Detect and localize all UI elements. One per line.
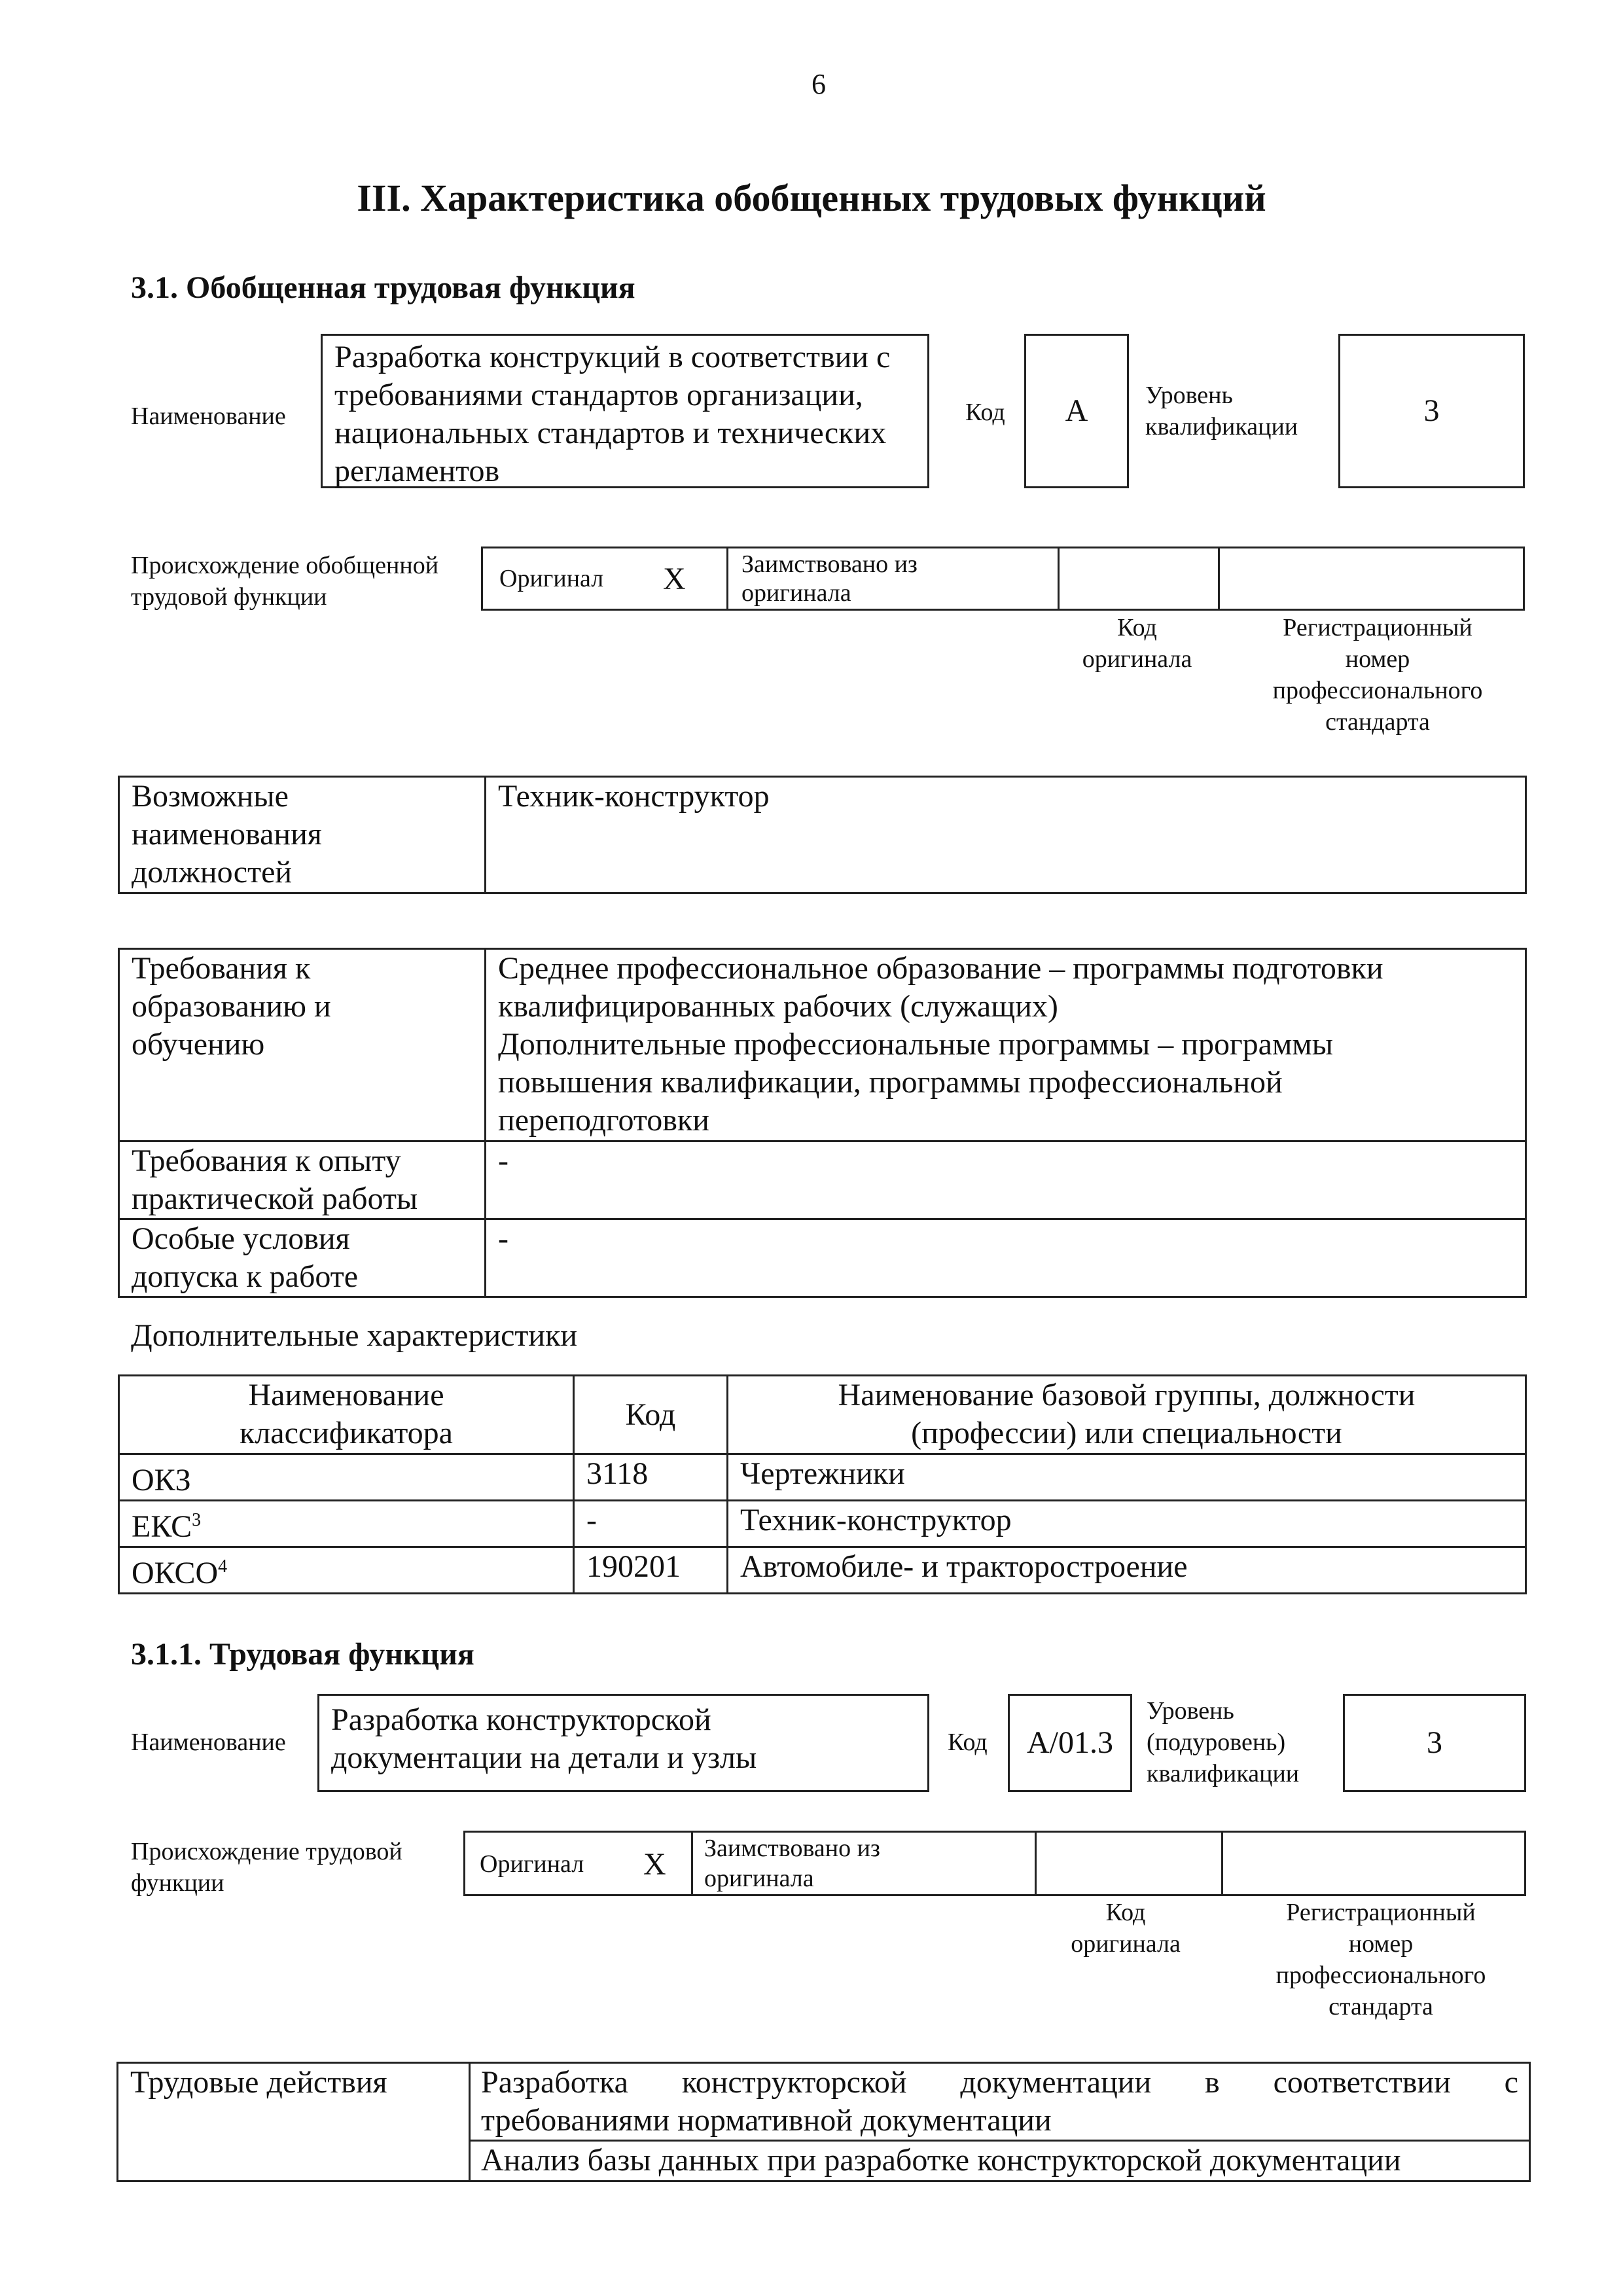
extra-header-classifier xyxy=(119,1376,574,1454)
gtf-original-label: Оригинал xyxy=(499,565,604,592)
gtf-code-orig-1: Код xyxy=(1117,614,1157,641)
extra-name-text: ЕКС xyxy=(132,1509,192,1544)
tf-name-box xyxy=(317,1694,929,1792)
positions-label-line: должностей xyxy=(132,855,293,889)
gtf-level-label-2: квалификации xyxy=(1145,413,1298,440)
actions-table xyxy=(116,2062,1531,2182)
positions-label-line: наименования xyxy=(132,817,322,852)
extra-header-code: Код xyxy=(574,1376,728,1454)
gtf-reg-2: номер xyxy=(1345,645,1410,673)
extra-header-desc xyxy=(728,1376,1526,1454)
gtf-origin-label-1: Происхождение обобщенной xyxy=(131,552,439,579)
req-edu-line: переподготовки xyxy=(498,1103,709,1138)
requirements-table xyxy=(118,948,1527,1298)
req-edu-label-line: образованию и xyxy=(132,989,331,1024)
tf-origin-divider xyxy=(1035,1833,1037,1894)
gtf-borrowed-2: оригинала xyxy=(741,579,851,607)
tf-code-orig-1: Код xyxy=(1105,1899,1146,1926)
table-row xyxy=(119,1454,1526,1501)
footnote-mark: 3 xyxy=(192,1510,202,1530)
special-value: - xyxy=(486,1219,1526,1297)
tf-code-value: A/01.3 xyxy=(1008,1694,1132,1792)
req-exp-label-line: Требования к опыту xyxy=(132,1143,401,1178)
gtf-heading: 3.1. Обобщенная трудовая функция xyxy=(131,270,635,305)
positions-table xyxy=(118,776,1527,894)
tf-reg-4: стандарта xyxy=(1329,1993,1433,2020)
tf-reg-1: Регистрационный xyxy=(1286,1899,1476,1926)
special-label-line: допуска к работе xyxy=(132,1259,359,1294)
req-edu-label xyxy=(119,949,486,1141)
req-edu-line: Дополнительные профессиональные программы – программы xyxy=(498,1027,1333,1062)
actions-label: Трудовые действия xyxy=(118,2063,470,2181)
actions-item-2: Анализ базы данных при разработке конструкторской документации xyxy=(470,2141,1530,2181)
positions-label xyxy=(119,777,486,893)
page-number: 6 xyxy=(812,68,826,100)
extra-name-text: ОКСО xyxy=(132,1556,219,1590)
extra-header-line: Наименование xyxy=(248,1378,444,1412)
tf-origin-divider xyxy=(691,1833,693,1894)
gtf-origin-divider xyxy=(1218,548,1220,609)
tf-origin-divider xyxy=(1221,1833,1223,1894)
table-row xyxy=(119,777,1526,893)
tf-code-orig-2: оригинала xyxy=(1071,1930,1181,1958)
req-edu-value xyxy=(486,949,1526,1141)
req-exp-value: - xyxy=(486,1141,1526,1219)
tf-name-label: Наименование xyxy=(131,1729,286,1756)
req-exp-label xyxy=(119,1141,486,1219)
tf-borrowed-2: оригинала xyxy=(704,1865,814,1892)
table-row xyxy=(118,2063,1530,2141)
extra-cell-code: - xyxy=(574,1501,728,1547)
tf-heading: 3.1.1. Трудовая функция xyxy=(131,1637,474,1672)
tf-name-line: Разработка конструкторской xyxy=(331,1702,711,1737)
word: Разработка xyxy=(481,2065,628,2100)
req-edu-line: Среднее профессиональное образование – программы подготовки xyxy=(498,951,1383,986)
gtf-name-line: требованиями стандартов организации, xyxy=(334,378,863,412)
tf-original-label: Оригинал xyxy=(480,1850,584,1878)
tf-original-mark: X xyxy=(643,1847,666,1882)
tf-level-label-1: Уровень xyxy=(1147,1697,1234,1725)
extra-header-line: классификатора xyxy=(240,1416,453,1450)
extra-cell-desc: Чертежники xyxy=(728,1454,1526,1501)
tf-borrowed-1: Заимствовано из xyxy=(704,1835,880,1862)
gtf-name-line: Разработка конструкций в соответствии с xyxy=(334,340,891,374)
footnote-mark: 4 xyxy=(218,1556,228,1577)
extra-cell-desc: Автомобиле- и тракторостроение xyxy=(728,1547,1526,1594)
special-label xyxy=(119,1219,486,1297)
req-exp-label-line: практической работы xyxy=(132,1181,418,1216)
gtf-reg-3: профессионального xyxy=(1272,677,1483,704)
gtf-original-mark: X xyxy=(663,562,686,596)
table-row xyxy=(119,1219,1526,1297)
positions-value: Техник-конструктор xyxy=(486,777,1526,893)
tf-origin-label-2: функции xyxy=(131,1869,224,1897)
extra-header-line: (профессии) или специальности xyxy=(911,1416,1342,1450)
tf-level-label-3: квалификации xyxy=(1147,1760,1300,1787)
gtf-origin-label-2: трудовой функции xyxy=(131,583,327,611)
extra-cell-name xyxy=(119,1501,574,1547)
positions-label-line: Возможные xyxy=(132,779,289,814)
tf-level-value: 3 xyxy=(1343,1694,1526,1792)
gtf-code-value: А xyxy=(1024,334,1129,488)
word: конструкторской xyxy=(681,2065,907,2100)
table-row xyxy=(119,1376,1526,1454)
word: документации xyxy=(960,2065,1152,2100)
gtf-reg-1: Регистрационный xyxy=(1283,614,1472,641)
gtf-code-label: Код xyxy=(965,399,1005,426)
extra-cell-code: 190201 xyxy=(574,1547,728,1594)
extra-name-text: ОКЗ xyxy=(132,1463,191,1498)
gtf-origin-box xyxy=(481,547,1525,611)
word: в xyxy=(1205,2065,1220,2100)
extra-cell-name xyxy=(119,1454,574,1501)
req-edu-label-line: Требования к xyxy=(132,951,311,986)
tf-code-label: Код xyxy=(948,1729,988,1756)
gtf-reg-4: стандарта xyxy=(1325,708,1430,736)
gtf-level-label-1: Уровень xyxy=(1145,382,1233,409)
req-edu-label-line: обучению xyxy=(132,1027,265,1062)
gtf-name-line: национальных стандартов и технических xyxy=(334,416,887,450)
word: соответствии xyxy=(1273,2065,1451,2100)
gtf-name-line: регламентов xyxy=(334,454,500,488)
table-row xyxy=(119,1141,1526,1219)
table-row xyxy=(119,1547,1526,1594)
actions-item-1-line: требованиями нормативной документации xyxy=(481,2103,1052,2138)
gtf-code-orig-2: оригинала xyxy=(1082,645,1192,673)
actions-item-1 xyxy=(470,2063,1530,2141)
extra-table xyxy=(118,1374,1527,1594)
gtf-name-box xyxy=(321,334,929,488)
table-row xyxy=(119,1501,1526,1547)
special-label-line: Особые условия xyxy=(132,1221,350,1256)
extra-cell-name xyxy=(119,1547,574,1594)
word: с xyxy=(1504,2065,1518,2100)
gtf-level-value: 3 xyxy=(1338,334,1525,488)
gtf-origin-divider xyxy=(1058,548,1060,609)
gtf-name-label: Наименование xyxy=(131,403,286,430)
gtf-origin-divider xyxy=(726,548,728,609)
section-title: III. Характеристика обобщенных трудовых функций xyxy=(357,177,1266,219)
tf-origin-label-1: Происхождение трудовой xyxy=(131,1838,402,1865)
tf-origin-box xyxy=(463,1831,1526,1896)
actions-item-1-line xyxy=(481,2064,1518,2102)
extra-cell-code: 3118 xyxy=(574,1454,728,1501)
table-row xyxy=(119,949,1526,1141)
extra-cell-desc: Техник-конструктор xyxy=(728,1501,1526,1547)
req-edu-line: квалифицированных рабочих (служащих) xyxy=(498,989,1058,1024)
tf-level-label-2: (подуровень) xyxy=(1147,1729,1286,1756)
tf-name-line: документации на детали и узлы xyxy=(331,1740,757,1775)
gtf-borrowed-1: Заимствовано из xyxy=(741,550,918,578)
tf-reg-2: номер xyxy=(1348,1930,1414,1958)
req-edu-line: повышения квалификации, программы профессиональной xyxy=(498,1065,1283,1100)
extra-header-line: Наименование базовой группы, должности xyxy=(838,1378,1416,1412)
tf-reg-3: профессионального xyxy=(1275,1962,1486,1989)
extra-title: Дополнительные характеристики xyxy=(131,1318,578,1353)
